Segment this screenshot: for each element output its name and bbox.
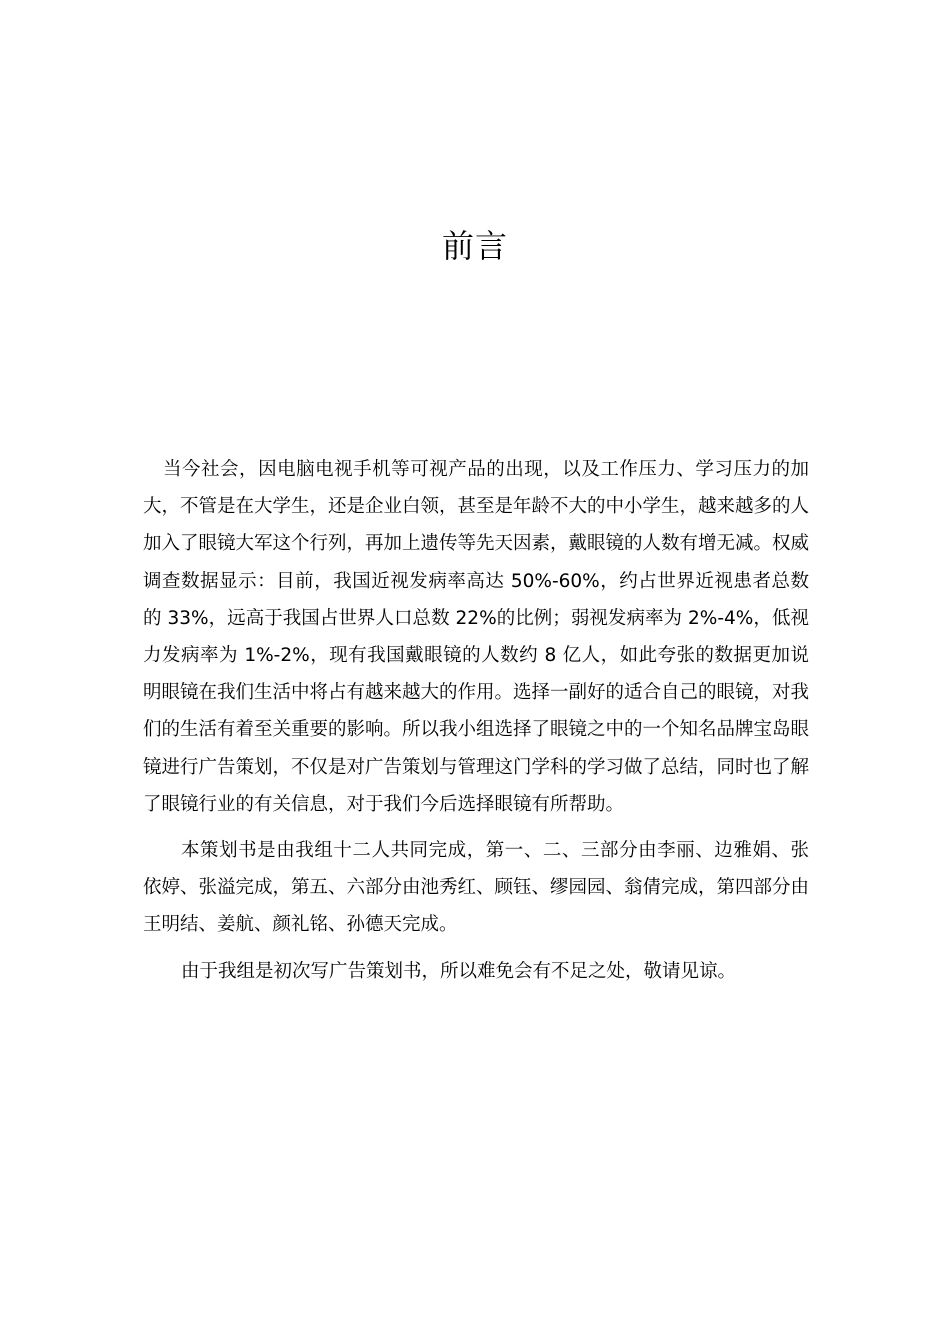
preface-body — [143, 451, 809, 990]
paragraph-intro: 当今社会，因电脑电视手机等可视产品的出现，以及工作压力、学习压力的加大，不管是在大学生，还是企业白领，甚至是年龄不大的中小学生，越来越多的人加入了眼镜大军这个行列，再加上遗传等先天因素，戴眼镜的人数有增无减。权威调查数据显示：目前，我国近视发病率高达 50%-60%，约占世界近视患者总数的 33%，远高于我国占世界人口总数 22%的比例；弱视发病率为 2%-4%，低视力发病率为 1%-2%，现有我国戴眼镜的人数约 8 亿人，如此夸张的数据更加说明眼镜在我们生活中将占有越来越大的作用。选择一副好的适合自己的眼镜，对我们的生活有着至关重要的影响。所以我小组选择了眼镜之中的一个知名品牌宝岛眼镜进行广告策划，不仅是对广告策划与管理这门学科的学习做了总结，同时也了解了眼镜行业的有关信息，对于我们今后选择眼镜有所帮助。 — [143, 459, 810, 815]
page-title: 前言 — [441, 227, 508, 265]
paragraph-contributors: 本策划书是由我组十二人共同完成，第一、二、三部分由李丽、边雅娟、张依婷、张溢完成，第五、六部分由池秀红、顾钰、缪园园、翁倩完成，第四部分由王明结、姜航、颜礼铭、孙德天完成。 — [143, 840, 810, 936]
paragraph-apology: 由于我组是初次写广告策划书，所以难免会有不足之处，敬请见谅。 — [181, 960, 737, 982]
